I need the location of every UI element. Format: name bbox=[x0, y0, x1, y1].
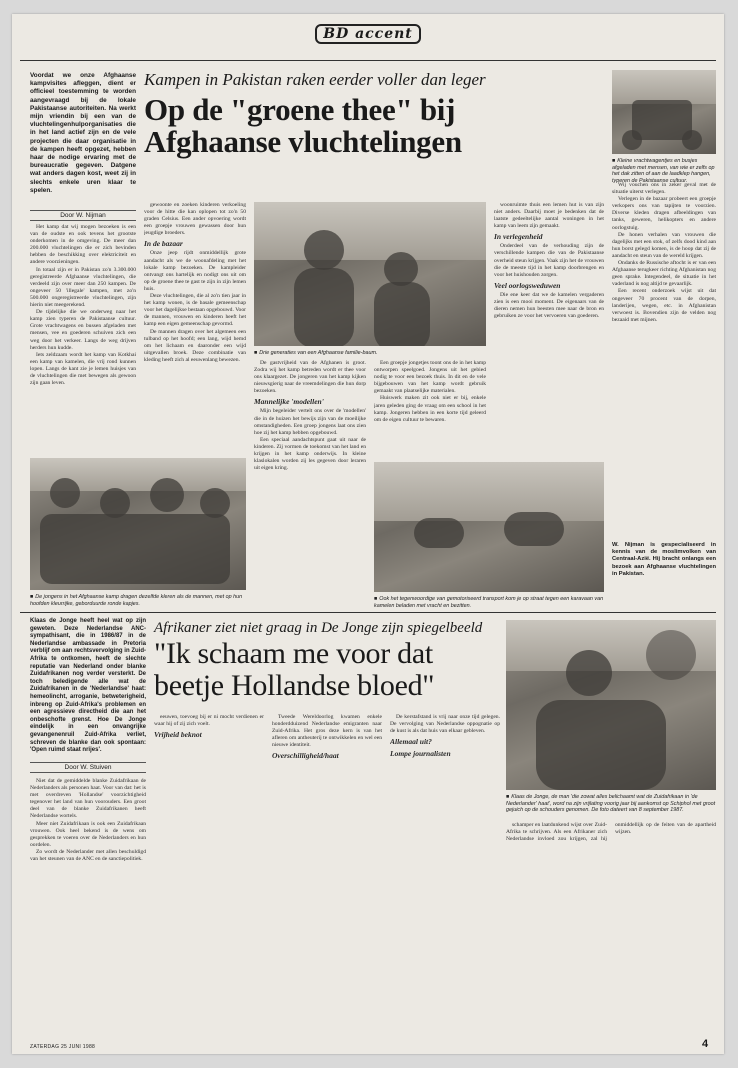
article2-kicker: Afrikaner ziet niet graag in De Jonge zijn spiegelbeeld bbox=[154, 620, 483, 636]
article2-intro: Klaas de Jonge heeft heel wat op zijn geweten. Deze Nederlandse ANC-sympathisant, die in 1986/87 in de Nederlandse ambassade in Pretoria verblijf om aan rechtsvervolging in Zuid-Afrika te ontkomen, heeft de slechte reputatie van Nederland onder blanke Zuidafrikanen nog verder versterkt. De toch beledigende alle wat de Zuidafrikanen in de 'Nederlandse' haat: hemeolincht, arroganie, betweterigheid, inbreng op Zuid-Afrika's problemen en een agressieve directheid die aan het onbeschofte grenst. Hoe De Jonge eindelijk in een onvangrijke gevangenenruil Zuid-Afrika verliet, schreven de blanke dan ook spontaan: 'Open ruimd staat nrijes'. bbox=[30, 618, 146, 754]
subhead-manlijk: Mannelijke 'modellen' bbox=[254, 397, 324, 407]
subhead-lompe: Lompe journalisten bbox=[390, 749, 451, 759]
article1-intro: Voordat we onze Afghaanse kampvisites afleggen, dient er officieel toestemming te worden aangevraagd bij de lokale Pakistaanse autoriteiten. Na werkt mijn vriendin bij een van de vluchtelingenhulporganisaties die in het land actief zijn en de vele projecten die daar organisatie in de kampen heeft opgezet, hebben haar de nodige ervaring met de bureaucratie gegeven. Datgene wat anders dagen kost, weet zij in slechts enkele uren klaar te spelen. bbox=[30, 72, 136, 194]
article1-headline: Op de "groene thee" bij Afghaanse vluchtelingen bbox=[144, 92, 462, 159]
page-number: 4 bbox=[702, 1038, 709, 1050]
article2-col1: Niet dat de gemiddelde blanke Zuidafrikaan de Nederlanders als personen haat. Voor van dat: het is met overdreven 'Hollandse' voorzichtigheid tegenover het land van hun voorouders. Een groot deel van de blanke Zuidafrikanen heeft Nederlandse wortels. Meer niet Zuidafrikaan is ook een Zuidafrikaan vrouwen. Ook heel bekend is de wens om gesprekken te voeren over de Nederlanders en hun oordelen. Zo wordt de Nederlander met allen beschuldigd van het steunen van de ANC en de sanctiepolitiek. bbox=[30, 778, 146, 863]
caption-de-jonge: ■ Klaas de Jonge, de man 'die zowat alles belichaamt wat de Zuidafrikaan in 'de Nederlander' haat', word na zijn vrijlating voorig jaar bij aankomst op Schiphol met groot gejuich op de schouders genomen. De foto dateert van 8 september 1987. bbox=[506, 794, 716, 814]
subhead-verlegenheid: In verlegenheid bbox=[494, 232, 543, 242]
photo-trucks bbox=[612, 70, 716, 154]
caption-family: ■ Drie generaties van een Afghaanse familie-baum. bbox=[254, 350, 378, 356]
section-logo: BD accent bbox=[315, 24, 421, 44]
masthead bbox=[12, 18, 724, 58]
masthead-rule bbox=[20, 60, 716, 61]
article2-col4: De kerstafstand is vrij naar onze tijd gelegen. De vervolging van Nederlandse oppognatie op de kust is als dat huis van elkaar gebleven. Allemaal uit? Lompe journalisten bbox=[390, 714, 500, 759]
caption-bullet-icon: ■ bbox=[374, 596, 378, 602]
article2-col3: Tweede Wereldoorlog kwamen enkele honderdduizend Nederlandse emigranten naar Zuid-Afrika. Het gros deze kern is van het afleren om antheuterij te ontwikkelen en wel een nieuwe identiteit. Overschilligheid/haat bbox=[272, 714, 382, 761]
article1-col6: Wij vouchen ons in zeker geval met de situatie uiterst verlegen. Verlegen in de bazaar probeert een groepje verkopers ons van tapijten te voorzien. Diverse kleden dragen afbeeldingen van tanks, geweren, helikopters en andere oorlogstuig. De honen verhalen van vrouwen die dagelijks met een stok, of zelfs dood kind aan hun borst gelegd komen, is de hoop dat zij de aandacht en steun van de wereld krijgen. Ondanks de Russische aftocht is er van een Afghaanse terugkeer richting Afghanistan nog geen sprake. Integendeel, de situatie in het vaderland is nog altijd te gevaarlijk. Een recent onderzoek wijst uit dat ongeveer 70 procent van de dorpen, landerijen, wegen, etc. in Afghanistan verwoest is. Bovendien zijn de velden nog bezaaid met mijnen. bbox=[612, 182, 716, 323]
article1-col1: Het kamp dat wij mogen bezoeken is een van de oudste en ook tevens het grootste onderkomen in de omgeving. De meer dan 200.000 vluchtelingen die er zich bevinden hebben de beschikking over elektriciteit en andere voorzieningen. In totaal zijn er in Pakistan zo'n 3.300.000 geregistreerde Afghaanse vluchtelingen, die verdeeld zijn over meer dan 250 kampen. De ongeveer 50 'illegale' kampen, met zo'n 500.000 ongeregistreerde vluchtelingen, zijn hierin niet meegerekend. De tijdelijke die we onderweg naar het kamp zien typeren de Pakistaanse cultuur. Grote vrachtwagens en bussen afgeladen met mensen, vee en goederen schuiven zich een weg door het verkeer. Langs de weg drijven herders hun kudde. Iets zeldzaam wordt het kamp van Kotkhai een kamp van kamelen, die vrij rond kunnen lopen. Langs de kant zie je lemen huisjes van de vluchtelingen die met bewegen als gewoon zijn gaan leven. bbox=[30, 224, 136, 387]
subhead-overschil: Overschilligheid/haat bbox=[272, 751, 339, 761]
article1-col2: gewoonte en zoeken kinderen verkoeling voor de hitte die kan oplopen tot zo'n 50 graden Celsius. Een ander opvoering wordt een groepje vrouwen gewassen door hun jeugdige broeders. In de bazaar Onze jeep rijdt onmiddellijk grote aandacht als we de woonafdeling met het lokale kamp bezoeken. De kampleider ontvangt ons hartelijk en nodigt ons uit om op de groene thee te gast te zijn in zijn lemen huis. Deze vluchtelingen, die al zo'n tien jaar in het kamp wonen, is de basale gemeenschap voor het dagelijkse bestaan opgebouwd. Voor de mannen, vrouwen en kinderen heeft het kamp een eigen gemeenschap gevormd. De mannen dragen over het algemeen een tulband op het hoofd; een lang, wijd hemd om het lichaam en daaronder een wijd uitgevallen broek. Deze combinatie van kleding heeft zich al eeuwenlang bewezen. bbox=[144, 202, 246, 363]
photo-family bbox=[254, 202, 486, 346]
newspaper-page bbox=[12, 14, 724, 1054]
article1-col5: woonruimte thuis een lemen hut is van zijn niet anders. Daarbij moet je bedenken dat de laatste gedeeltelijke aantal woningen in het kamp van leem zijn gemaakt. In verlegenheid Onderdeel van de verhouding zijn de verschillende kampen die van de Pakistaanse overheid steun krijgen. Vaak zijn het de vrouwen die de meeste tijd in het kamp doorbrengen en voor het huishouden zorgen. Veel oorlogsweduwen Die ene keer dat we de kamelen vergaderen zien is een mooi moment. De eigenaars van de dieren nemen hun beesten mee naar de bron en gebruiken ze voor het vervoeren van goederen. bbox=[494, 202, 604, 320]
article2-headline: "Ik schaam me voor dat beetje Hollandse bloed" bbox=[154, 637, 435, 702]
article2-col5: schamper en laatdunkend wijst over Zuid-Afrika te schrijven. Als een Afrikaner zich Nederlandse invloed zou krijgen, zal hij onmiddellijk op de feiten van de apartheid wijzen. bbox=[506, 822, 716, 843]
article1-col4: Een groepje jongetjes toont ons de in het kamp ontworpen speelgoed. Jongens uit het gebied nodig te voor een bezoek thuis. In dit en de vele bijgebouwen van het kamp wordt gebruik gemaakt van plaatselijke materialen. Huiswerk maken zit ook niet er bij, enkele jaren geleden ging de vraag om een school in het kamp. Jongeren hebben in een korte tijd geleerd om de eigen cultuur te bewaren. bbox=[374, 360, 486, 423]
author-note: W. Nijman is gespecialiseerd in kennis van de moslimvolken van Centraal-Azië. Hij bracht onlangs een bezoek aan Afghaanse vluchtelingen in Pakistan. bbox=[612, 542, 716, 577]
photo-camels bbox=[374, 462, 604, 592]
subhead-vrijheid: Vrijheid beknot bbox=[154, 730, 202, 740]
article1-kicker: Kampen in Pakistan raken eerder voller dan leger bbox=[144, 70, 486, 89]
photo-de-jonge bbox=[506, 620, 716, 790]
caption-boys: ■ De jongens in het Afghaanse kamp dragen dezelfde kleren als de mannen, met op hun hoofden kleurrijke, geborduurde ronde kapjes. bbox=[30, 594, 243, 607]
footer-date: ZATERDAG 25 JUNI 1988 bbox=[30, 1044, 96, 1050]
subhead-allemaal: Allemaal uit? bbox=[390, 737, 432, 747]
caption-bullet-icon: ■ bbox=[612, 158, 616, 164]
caption-trucks: ■ Kleine vrachtwagentjes en busjes afgeladen met mensen, van wie er zelfs op het dak zitten of aan de laadklep hangen, typeren de Pakistaanse cultuur. bbox=[612, 158, 715, 184]
caption-camels: ■ Ook het tegenwoordige van gemotoriseerd transport kom je op straat tegen een karavaan van kamelen beladen met vracht en bezitten. bbox=[374, 596, 604, 609]
caption-bullet-icon: ■ bbox=[506, 794, 510, 800]
article1-col3: De gastvrijheid van de Afghanen is groot. Zodra wij het kamp betreden wordt er thee voor ons klaargezet. De jongeren van het kamp kijken nieuwsgierig naar de vreemdelingen die hun dorp bezoeken. Mannelijke 'modellen' Mijn begeleider vertelt ons over de 'modellen' die in de huizen het bewijs zijn van de moeilijke omstandigheden. Een groep jongens laat ons zien hoe zij het kamp hebben opgebouwd. Een speciaal aandachtspunt gaat uit naar de kinderen. Zij vormen de toekomst van het land en krijgen in het kamp onderwijs. In kleine klaslokalen worden zij les gegeven door leraren uit eigen kring. bbox=[254, 360, 366, 472]
article2-col2: eeuwen, toevoeg bij er ni mocht verdienen er waar hij of zij zich voelt. Vrijheid beknot bbox=[154, 714, 264, 740]
caption-bullet-icon: ■ bbox=[30, 594, 34, 600]
photo-boys bbox=[30, 458, 246, 590]
article2-byline: Door W. Stuiven bbox=[30, 762, 146, 773]
subhead-oorlog: Veel oorlogsweduwen bbox=[494, 280, 561, 290]
caption-bullet-icon: ■ bbox=[254, 350, 258, 356]
section-divider bbox=[20, 612, 716, 613]
subhead-bazaar: In de bazaar bbox=[144, 239, 183, 249]
article1-byline: Door W. Nijman bbox=[30, 210, 136, 221]
